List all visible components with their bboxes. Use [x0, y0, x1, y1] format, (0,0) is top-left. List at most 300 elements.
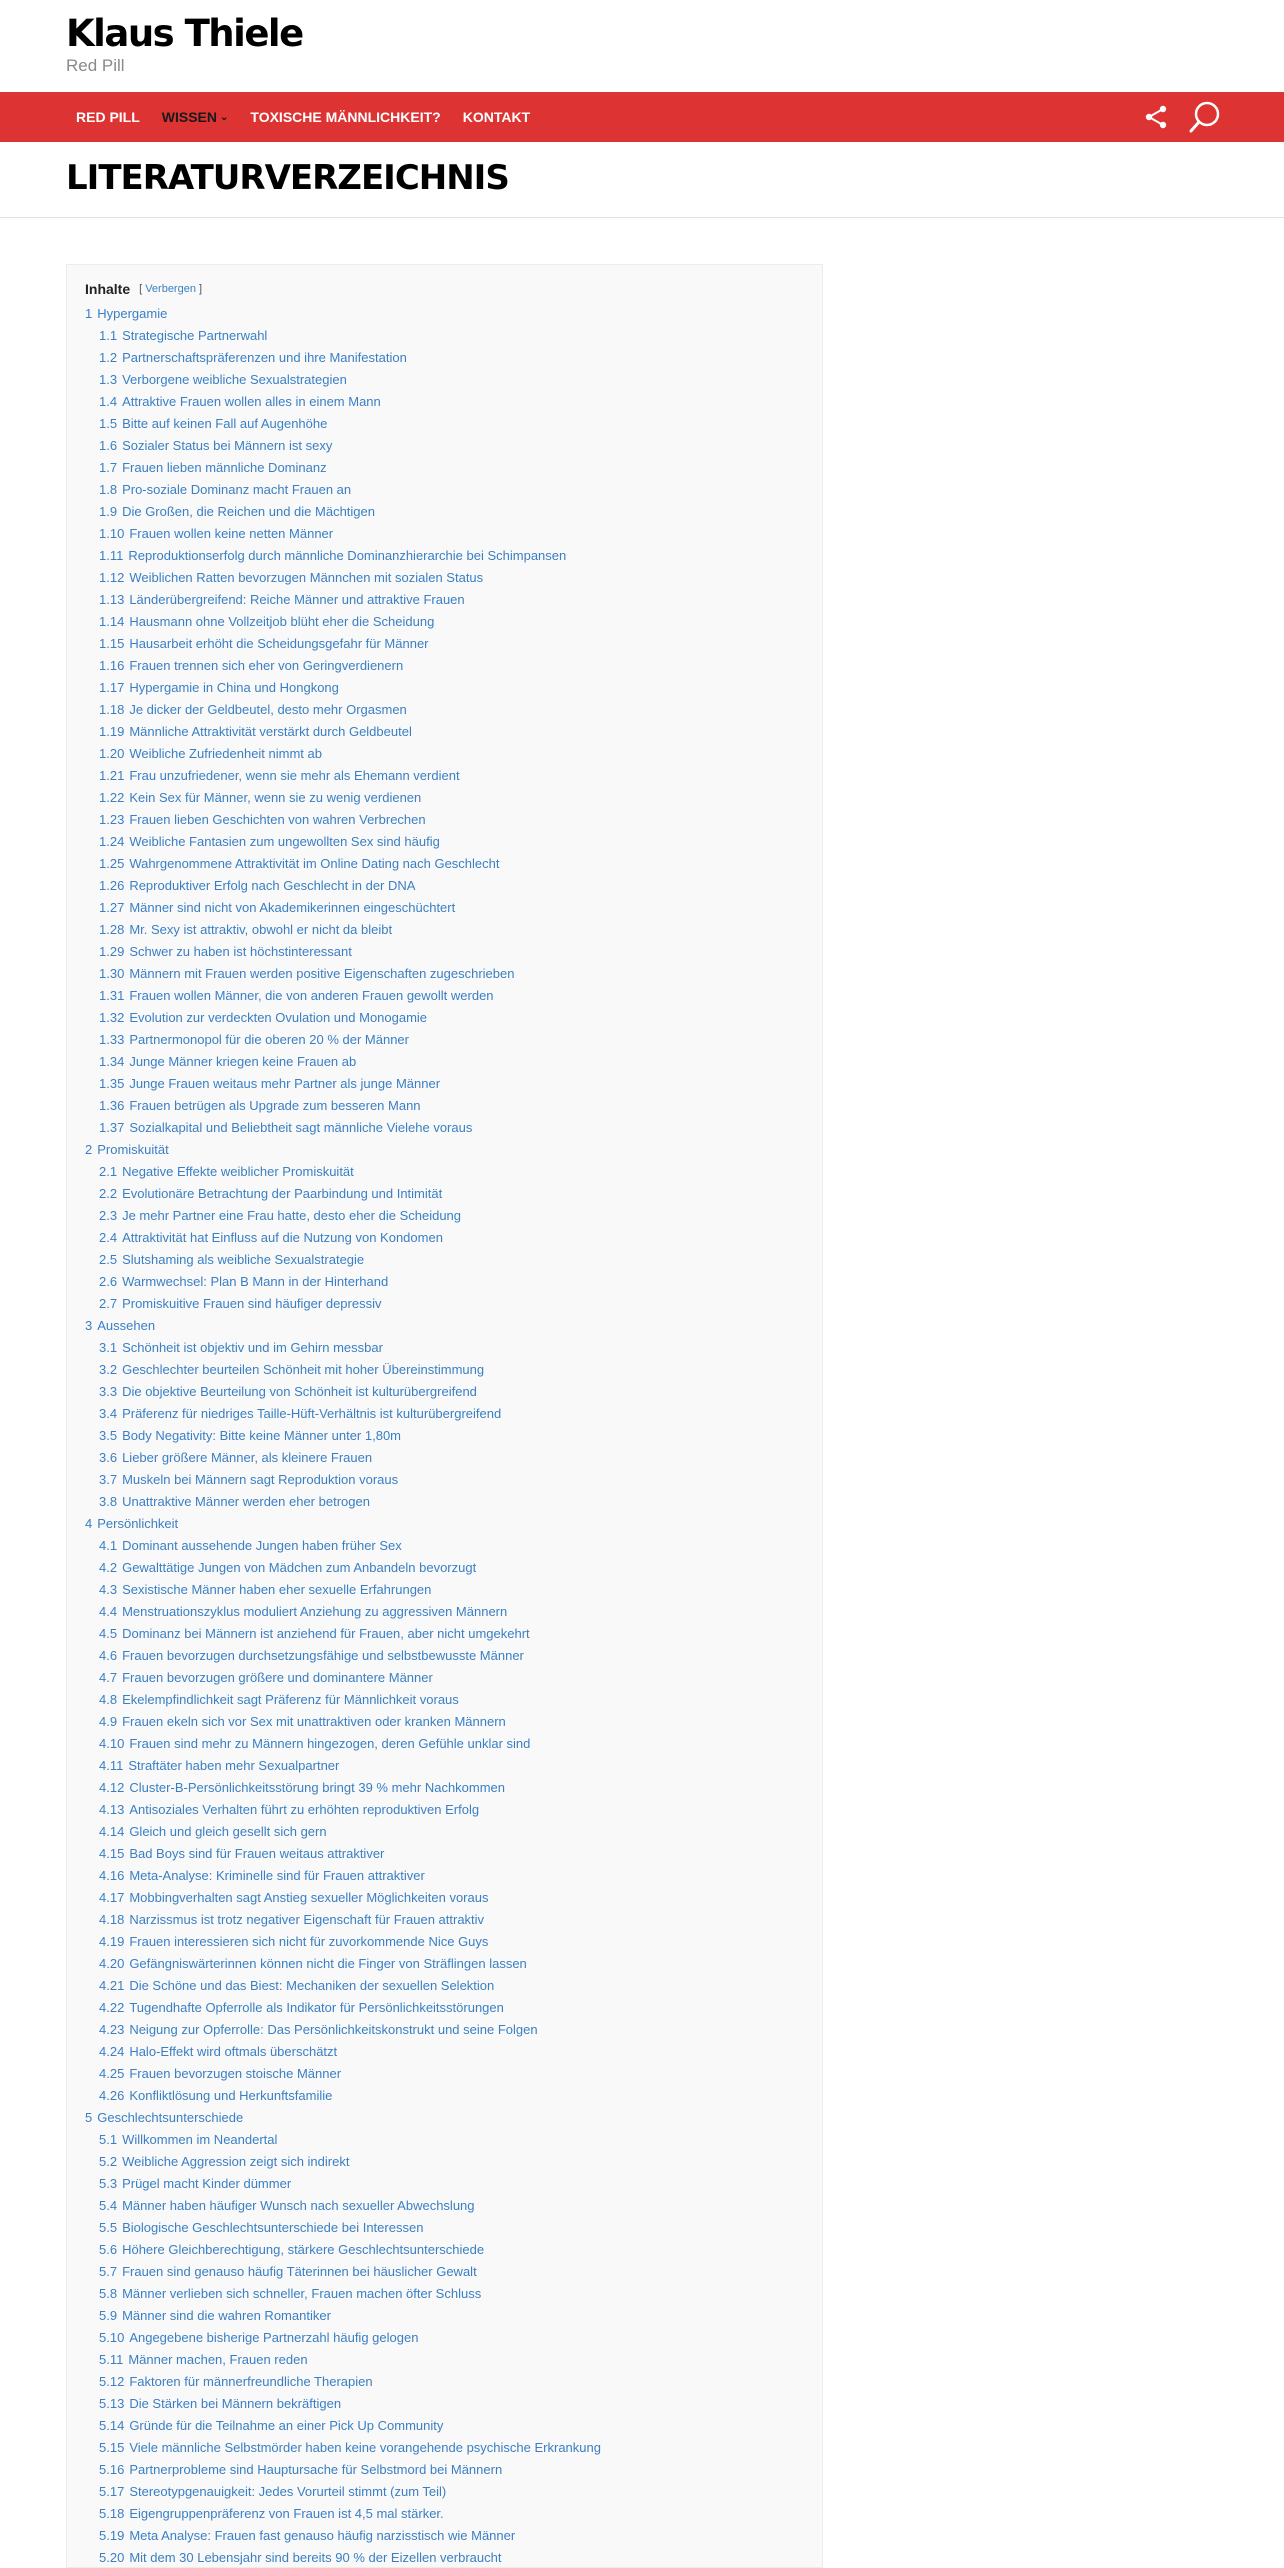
toc-subsection-link[interactable] [85, 2283, 804, 2305]
toc-subsection-link[interactable] [85, 1557, 804, 1579]
toc-entry-label: Evolution zur verdeckten Ovulation und Monogamie [129, 1010, 428, 1025]
toc-entry-label: Biologische Geschlechtsunterschiede bei Interessen [122, 2220, 424, 2235]
toc-entry-label: Schönheit ist objektiv und im Gehirn messbar [122, 1340, 383, 1355]
toc-subsection-link[interactable] [85, 1491, 804, 1513]
toc-entry-label: Reproduktionserfolg durch männliche Dominanzhierarchie bei Schimpansen [128, 548, 567, 563]
toc-subsection-link[interactable] [85, 1205, 804, 1227]
toc-entry-label: Verborgene weibliche Sexualstrategien [122, 372, 347, 387]
toc-subsection-link[interactable] [85, 963, 804, 985]
toc-entry-number: 2.2 [99, 1186, 118, 1201]
toc-toggle [139, 283, 202, 295]
toc-subsection-link[interactable] [85, 1799, 804, 1821]
toc-subsection-link[interactable] [85, 985, 804, 1007]
toc-entry-label: Hypergamie [97, 306, 168, 321]
toc-subsection-link[interactable] [85, 919, 804, 941]
toc-entry-number: 4.8 [99, 1692, 118, 1707]
toc-subsection-link[interactable] [85, 1293, 804, 1315]
toc-entry-number: 1.20 [99, 746, 125, 761]
toc-subsection-link[interactable] [85, 1843, 804, 1865]
toc-entry-label: Frauen betrügen als Upgrade zum besseren Mann [129, 1098, 421, 1113]
toc-subsection-link[interactable] [85, 1931, 804, 1953]
toc-entry-number: 4.26 [99, 2088, 125, 2103]
toc-subsection-link[interactable] [85, 765, 804, 787]
toc-subsection-link[interactable] [85, 2459, 804, 2481]
toc-entry-number: 1.22 [99, 790, 125, 805]
toc-entry-label: Weibliche Aggression zeigt sich indirekt [122, 2154, 350, 2169]
toc-subsection-link[interactable] [85, 1447, 804, 1469]
toc-subsection-link[interactable] [85, 875, 804, 897]
toc-entry-label: Bad Boys sind für Frauen weitaus attraktiver [129, 1846, 385, 1861]
toc-subsection-link[interactable] [85, 1403, 804, 1425]
toc-entry-label: Gleich und gleich gesellt sich gern [129, 1824, 327, 1839]
toc-entry-number: 5.5 [99, 2220, 118, 2235]
toc-subsection-link[interactable] [85, 1227, 804, 1249]
toc-entry-label: Frauen bevorzugen größere und dominantere Männer [122, 1670, 433, 1685]
toc-subsection-link[interactable] [85, 809, 804, 831]
toc-entry-label: Mit dem 30 Lebensjahr sind bereits 90 % der Eizellen verbraucht [129, 2550, 502, 2565]
chevron-down-icon: ⌄ [220, 111, 229, 123]
toc-subsection-link[interactable] [85, 1535, 804, 1557]
toc-subsection-link[interactable] [85, 2525, 804, 2547]
toc-entry-label: Bitte auf keinen Fall auf Augenhöhe [122, 416, 328, 431]
toc-subsection-link[interactable] [85, 897, 804, 919]
toc-entry-label: Halo-Effekt wird oftmals überschätzt [129, 2044, 338, 2059]
toc-entry-label: Frauen trennen sich eher von Geringverdienern [129, 658, 404, 673]
toc-subsection-link[interactable] [85, 655, 804, 677]
toc-subsection-link[interactable] [85, 2019, 804, 2041]
toc-entry-number: 3.1 [99, 1340, 118, 1355]
toc-entry-number: 1.29 [99, 944, 125, 959]
toc-entry-number: 4.3 [99, 1582, 118, 1597]
toc-entry-number: 1.37 [99, 1120, 125, 1135]
toc-entry-number: 1.1 [99, 328, 118, 343]
toc-entry-label: Junge Männer kriegen keine Frauen ab [129, 1054, 357, 1069]
toc-entry-label: Menstruationszyklus moduliert Anziehung zu aggressiven Männern [122, 1604, 508, 1619]
toc-entry-label: Sexistische Männer haben eher sexuelle Erfahrungen [122, 1582, 432, 1597]
toc-entry-label: Viele männliche Selbstmörder haben keine vorangehende psychische Erkrankung [129, 2440, 601, 2455]
toc-entry-number: 1.12 [99, 570, 125, 585]
toc-entry-number: 5 [85, 2110, 93, 2125]
toc-entry-number: 4.18 [99, 1912, 125, 1927]
toc-entry-label: Antisoziales Verhalten führt zu erhöhten reproduktiven Erfolg [129, 1802, 480, 1817]
toc-section-link[interactable] [85, 303, 804, 325]
toc-entry-label: Frauen interessieren sich nicht für zuvorkommende Nice Guys [129, 1934, 489, 1949]
toc-entry-number: 4.14 [99, 1824, 125, 1839]
toc-entry-label: Männer haben häufiger Wunsch nach sexueller Abwechslung [122, 2198, 475, 2213]
toc-entry-label: Neigung zur Opferrolle: Das Persönlichkeitskonstrukt und seine Folgen [129, 2022, 538, 2037]
toc-entry-number: 5.15 [99, 2440, 125, 2455]
toc-entry-number: 4.9 [99, 1714, 118, 1729]
toc-entry-number: 2.6 [99, 1274, 118, 1289]
toc-subsection-link[interactable] [85, 2481, 804, 2503]
toc-entry-number: 3 [85, 1318, 93, 1333]
toc-entry-number: 3.3 [99, 1384, 118, 1399]
toc-entry-label: Eigengruppenpräferenz von Frauen ist 4,5 mal stärker. [129, 2506, 444, 2521]
toc-entry-label: Straftäter haben mehr Sexualpartner [128, 1758, 340, 1773]
toc-subsection-link[interactable] [85, 2063, 804, 2085]
nav-icons [1142, 92, 1224, 142]
toc-entry-label: Promiskuität [97, 1142, 169, 1157]
toc-subsection-link[interactable] [85, 1623, 804, 1645]
toc-entry-number: 5.19 [99, 2528, 125, 2543]
toc-entry-label: Hypergamie in China und Hongkong [129, 680, 339, 695]
toc-subsection-link[interactable] [85, 1733, 804, 1755]
toc-entry-label: Geschlechtsunterschiede [97, 2110, 244, 2125]
toc-subsection-link[interactable] [85, 1073, 804, 1095]
toc-subsection-link[interactable] [85, 2195, 804, 2217]
toc-subsection-link[interactable] [85, 2371, 804, 2393]
toc-entry-number: 5.10 [99, 2330, 125, 2345]
toc-entry-number: 4.21 [99, 1978, 125, 1993]
toc-entry-number: 1.19 [99, 724, 125, 739]
toc-subsection-link[interactable] [85, 941, 804, 963]
toc-subsection-link[interactable] [85, 1579, 804, 1601]
table-of-contents [66, 264, 823, 2568]
toc-entry-number: 4.16 [99, 1868, 125, 1883]
toc-entry-label: Aussehen [97, 1318, 156, 1333]
toc-subsection-link[interactable] [85, 1359, 804, 1381]
page-title: LITERATURVERZEICHNIS [66, 158, 509, 198]
toc-entry-number: 1.34 [99, 1054, 125, 1069]
toc-entry-number: 1 [85, 306, 93, 321]
toc-subsection-link[interactable] [85, 369, 804, 391]
toc-subsection-link[interactable] [85, 2151, 804, 2173]
toc-subsection-link[interactable] [85, 1337, 804, 1359]
site-tagline: Red Pill [66, 56, 125, 75]
toc-entry-number: 1.13 [99, 592, 125, 607]
toc-entry-label: Partnerprobleme sind Hauptursache für Selbstmord bei Männern [129, 2462, 503, 2477]
toc-entry-number: 1.32 [99, 1010, 125, 1025]
toc-subsection-link[interactable] [85, 1249, 804, 1271]
toc-subsection-link[interactable] [85, 699, 804, 721]
toc-entry-label: Wahrgenommene Attraktivität im Online Dating nach Geschlecht [129, 856, 500, 871]
toc-entry-label: Junge Frauen weitaus mehr Partner als junge Männer [129, 1076, 441, 1091]
toc-subsection-link[interactable] [85, 1777, 804, 1799]
toc-subsection-link[interactable] [85, 1469, 804, 1491]
toc-entry-number: 1.24 [99, 834, 125, 849]
toc-toggle-open-bracket: [ [139, 283, 143, 295]
toc-entry-label: Hausmann ohne Vollzeitjob blüht eher die Scheidung [129, 614, 435, 629]
toc-entry-number: 1.18 [99, 702, 125, 717]
toc-entry-label: Männern mit Frauen werden positive Eigenschaften zugeschrieben [129, 966, 515, 981]
toc-entry-label: Muskeln bei Männern sagt Reproduktion voraus [122, 1472, 399, 1487]
toc-subsection-link[interactable] [85, 523, 804, 545]
toc-subsection-link[interactable] [85, 589, 804, 611]
toc-section-link[interactable] [85, 2107, 804, 2129]
toc-entry-number: 5.17 [99, 2484, 125, 2499]
toc-entry-label: Dominanz bei Männern ist anziehend für Frauen, aber nicht umgekehrt [122, 1626, 530, 1641]
toc-entry-label: Dominant aussehende Jungen haben früher Sex [122, 1538, 402, 1553]
toc-entry-label: Präferenz für niedriges Taille-Hüft-Verhältnis ist kulturübergreifend [122, 1406, 502, 1421]
toc-entry-number: 1.3 [99, 372, 118, 387]
toc-subsection-link[interactable] [85, 1601, 804, 1623]
toc-subsection-link[interactable] [85, 567, 804, 589]
toc-entry-number: 2.5 [99, 1252, 118, 1267]
nav-item-2[interactable] [239, 92, 451, 142]
toc-hide-link[interactable]: Verbergen [145, 283, 196, 295]
toc-subsection-link[interactable] [85, 2503, 804, 2525]
toc-subsection-link[interactable] [85, 479, 804, 501]
toc-subsection-link[interactable] [85, 2217, 804, 2239]
toc-entry-number: 1.5 [99, 416, 118, 431]
toc-entry-label: Sozialkapital und Beliebtheit sagt männliche Vielehe voraus [129, 1120, 473, 1135]
toc-section-link[interactable] [85, 1513, 804, 1535]
toc-entry-number: 5.14 [99, 2418, 125, 2433]
toc-entry-number: 3.5 [99, 1428, 118, 1443]
toc-subsection-link[interactable] [85, 2041, 804, 2063]
search-icon[interactable] [1188, 99, 1224, 135]
toc-entry-label: Die objektive Beurteilung von Schönheit ist kulturübergreifend [122, 1384, 477, 1399]
toc-subsection-link[interactable] [85, 1667, 804, 1689]
toc-section-link[interactable] [85, 1315, 804, 1337]
toc-entry-label: Weiblichen Ratten bevorzugen Männchen mit sozialen Status [129, 570, 484, 585]
toc-entry-label: Persönlichkeit [97, 1516, 179, 1531]
toc-entry-label: Willkommen im Neandertal [122, 2132, 278, 2147]
toc-entry-label: Mr. Sexy ist attraktiv, obwohl er nicht da bleibt [129, 922, 393, 937]
toc-entry-label: Schwer zu haben ist höchstinteressant [129, 944, 352, 959]
toc-subsection-link[interactable] [85, 1425, 804, 1447]
toc-entry-number: 4.17 [99, 1890, 125, 1905]
share-icon[interactable] [1142, 103, 1170, 131]
toc-entry-number: 5.20 [99, 2550, 125, 2565]
toc-subsection-link[interactable] [85, 853, 804, 875]
toc-subsection-link[interactable] [85, 347, 804, 369]
nav-item-3[interactable] [452, 92, 541, 142]
toc-entry-number: 1.36 [99, 1098, 125, 1113]
toc-subsection-link[interactable] [85, 743, 804, 765]
toc-section-link[interactable] [85, 1139, 804, 1161]
toc-entry-number: 1.11 [99, 548, 124, 563]
toc-entry-label: Partnerschaftspräferenzen und ihre Manifestation [122, 350, 407, 365]
toc-entry-number: 5.3 [99, 2176, 118, 2191]
toc-subsection-link[interactable] [85, 1953, 804, 1975]
toc-entry-number: 1.17 [99, 680, 125, 695]
toc-subsection-link[interactable] [85, 2173, 804, 2195]
toc-entry-label: Strategische Partnerwahl [122, 328, 268, 343]
toc-entry-number: 1.15 [99, 636, 125, 651]
toc-subsection-link[interactable] [85, 1095, 804, 1117]
toc-subsection-link[interactable] [85, 831, 804, 853]
toc-subsection-link[interactable] [85, 1821, 804, 1843]
toc-entry-label: Angegebene bisherige Partnerzahl häufig gelogen [129, 2330, 419, 2345]
toc-subsection-link[interactable] [85, 1007, 804, 1029]
toc-subsection-link[interactable] [85, 611, 804, 633]
toc-title: Inhalte [85, 281, 131, 297]
toc-entry-number: 4.7 [99, 1670, 118, 1685]
toc-entry-label: Negative Effekte weiblicher Promiskuität [122, 1164, 354, 1179]
toc-entry-number: 1.27 [99, 900, 125, 915]
site-title[interactable]: Klaus Thiele [66, 12, 303, 55]
toc-subsection-link[interactable] [85, 2415, 804, 2437]
toc-entry-label: Meta Analyse: Frauen fast genauso häufig narzisstisch wie Männer [129, 2528, 516, 2543]
toc-subsection-link[interactable] [85, 2437, 804, 2459]
toc-entry-label: Gründe für die Teilnahme an einer Pick Up Community [129, 2418, 444, 2433]
toc-subsection-link[interactable] [85, 2085, 804, 2107]
toc-header [85, 279, 804, 299]
toc-subsection-link[interactable] [85, 2349, 804, 2371]
toc-entry-number: 1.21 [99, 768, 125, 783]
toc-subsection-link[interactable] [85, 435, 804, 457]
toc-entry-number: 5.8 [99, 2286, 118, 2301]
toc-entry-label: Männer machen, Frauen reden [128, 2352, 308, 2367]
nav-item-0[interactable] [66, 92, 151, 142]
toc-entry-number: 3.8 [99, 1494, 118, 1509]
toc-entry-number: 5.12 [99, 2374, 125, 2389]
toc-subsection-link[interactable] [85, 325, 804, 347]
toc-entry-number: 1.9 [99, 504, 118, 519]
toc-subsection-link[interactable] [85, 391, 804, 413]
toc-entry-label: Frauen wollen Männer, die von anderen Frauen gewollt werden [129, 988, 494, 1003]
toc-entry-number: 3.2 [99, 1362, 118, 1377]
toc-entry-number: 5.11 [99, 2352, 124, 2367]
toc-subsection-link[interactable] [85, 457, 804, 479]
toc-entry-number: 5.6 [99, 2242, 118, 2257]
toc-entry-label: Frauen bevorzugen stoische Männer [129, 2066, 342, 2081]
toc-subsection-link[interactable] [85, 1865, 804, 1887]
toc-entry-number: 5.1 [99, 2132, 118, 2147]
toc-entry-number: 2.4 [99, 1230, 118, 1245]
toc-entry-number: 4.13 [99, 1802, 125, 1817]
toc-entry-number: 1.26 [99, 878, 125, 893]
nav-item-1[interactable] [151, 92, 240, 142]
toc-entry-number: 4.15 [99, 1846, 125, 1861]
toc-entry-label: Attraktive Frauen wollen alles in einem Mann [122, 394, 381, 409]
toc-entry-number: 4.20 [99, 1956, 125, 1971]
toc-subsection-link[interactable] [85, 1887, 804, 1909]
toc-subsection-link[interactable] [85, 1997, 804, 2019]
toc-entry-label: Unattraktive Männer werden eher betrogen [122, 1494, 370, 1509]
toc-entry-label: Attraktivität hat Einfluss auf die Nutzung von Kondomen [122, 1230, 443, 1245]
toc-entry-label: Weibliche Fantasien zum ungewollten Sex sind häufig [129, 834, 440, 849]
toc-entry-label: Sozialer Status bei Männern ist sexy [122, 438, 333, 453]
toc-entry-number: 5.2 [99, 2154, 118, 2169]
toc-subsection-link[interactable] [85, 633, 804, 655]
nav-menu [66, 92, 541, 142]
toc-subsection-link[interactable] [85, 1161, 804, 1183]
toc-subsection-link[interactable] [85, 2393, 804, 2415]
toc-entry-number: 1.6 [99, 438, 118, 453]
toc-entry-number: 3.7 [99, 1472, 118, 1487]
toc-subsection-link[interactable] [85, 1975, 804, 1997]
toc-subsection-link[interactable] [85, 1117, 804, 1139]
toc-entry-label: Frauen lieben männliche Dominanz [122, 460, 327, 475]
toc-entry-number: 4.11 [99, 1758, 124, 1773]
toc-entry-label: Slutshaming als weibliche Sexualstrategie [122, 1252, 365, 1267]
toc-entry-number: 3.6 [99, 1450, 118, 1465]
toc-entry-label: Frauen ekeln sich vor Sex mit unattraktiven oder kranken Männern [122, 1714, 506, 1729]
toc-subsection-link[interactable] [85, 2239, 804, 2261]
toc-entry-label: Mobbingverhalten sagt Anstieg sexueller Möglichkeiten voraus [129, 1890, 489, 1905]
toc-toggle-close-bracket: ] [198, 283, 203, 295]
toc-entry-label: Hausarbeit erhöht die Scheidungsgefahr für Männer [129, 636, 429, 651]
toc-subsection-link[interactable] [85, 2261, 804, 2283]
toc-subsection-link[interactable] [85, 545, 804, 567]
toc-entry-label: Stereotypgenauigkeit: Jedes Vorurteil stimmt (zum Teil) [129, 2484, 447, 2499]
toc-entry-number: 1.2 [99, 350, 118, 365]
toc-entry-label: Höhere Gleichberechtigung, stärkere Geschlechtsunterschiede [122, 2242, 485, 2257]
toc-entry-label: Die Großen, die Reichen und die Mächtigen [122, 504, 376, 519]
toc-entry-number: 4.25 [99, 2066, 125, 2081]
toc-subsection-link[interactable] [85, 2327, 804, 2349]
toc-subsection-link[interactable] [85, 1711, 804, 1733]
toc-subsection-link[interactable] [85, 677, 804, 699]
nav-item-label: WISSEN [161, 109, 218, 125]
toc-entry-label: Pro-soziale Dominanz macht Frauen an [122, 482, 352, 497]
toc-subsection-link[interactable] [85, 1645, 804, 1667]
toc-entry-label: Frau unzufriedener, wenn sie mehr als Ehemann verdient [129, 768, 460, 783]
toc-entry-number: 5.16 [99, 2462, 125, 2477]
toc-entry-number: 2.3 [99, 1208, 118, 1223]
toc-entry-label: Weibliche Zufriedenheit nimmt ab [129, 746, 322, 761]
toc-entry-label: Prügel macht Kinder dümmer [122, 2176, 292, 2191]
toc-entry-label: Je mehr Partner eine Frau hatte, desto eher die Scheidung [122, 1208, 462, 1223]
toc-entry-number: 4.5 [99, 1626, 118, 1641]
toc-entry-number: 1.10 [99, 526, 125, 541]
toc-entry-label: Evolutionäre Betrachtung der Paarbindung und Intimität [122, 1186, 443, 1201]
toc-entry-number: 2.1 [99, 1164, 118, 1179]
toc-subsection-link[interactable] [85, 721, 804, 743]
toc-subsection-link[interactable] [85, 1051, 804, 1073]
toc-entry-number: 1.4 [99, 394, 118, 409]
toc-entry-number: 1.23 [99, 812, 125, 827]
toc-subsection-link[interactable] [85, 1689, 804, 1711]
toc-entry-number: 1.8 [99, 482, 118, 497]
toc-entry-number: 5.13 [99, 2396, 125, 2411]
nav-item-label: RED PILL [76, 109, 140, 125]
toc-entry-label: Promiskuitive Frauen sind häufiger depressiv [122, 1296, 382, 1311]
toc-entry-number: 4.4 [99, 1604, 118, 1619]
toc-subsection-link[interactable] [85, 2129, 804, 2151]
toc-entry-number: 4 [85, 1516, 93, 1531]
toc-subsection-link[interactable] [85, 2305, 804, 2327]
toc-entry-label: Männer sind die wahren Romantiker [122, 2308, 331, 2323]
toc-entry-number: 4.23 [99, 2022, 125, 2037]
toc-subsection-link[interactable] [85, 2547, 804, 2568]
toc-entry-label: Kein Sex für Männer, wenn sie zu wenig verdienen [129, 790, 422, 805]
toc-subsection-link[interactable] [85, 1271, 804, 1293]
toc-entry-label: Je dicker der Geldbeutel, desto mehr Orgasmen [129, 702, 407, 717]
toc-entry-number: 1.30 [99, 966, 125, 981]
toc-subsection-link[interactable] [85, 1029, 804, 1051]
toc-entry-number: 2 [85, 1142, 93, 1157]
toc-subsection-link[interactable] [85, 1909, 804, 1931]
toc-entry-number: 5.4 [99, 2198, 118, 2213]
toc-entry-number: 5.18 [99, 2506, 125, 2521]
toc-entry-label: Lieber größere Männer, als kleinere Frauen [122, 1450, 373, 1465]
toc-entry-label: Cluster-B-Persönlichkeitsstörung bringt 39 % mehr Nachkommen [129, 1780, 506, 1795]
toc-subsection-link[interactable] [85, 413, 804, 435]
toc-entry-label: Ekelempfindlichkeit sagt Präferenz für Männlichkeit voraus [122, 1692, 459, 1707]
toc-entry-label: Die Stärken bei Männern bekräftigen [129, 2396, 342, 2411]
toc-entry-number: 1.25 [99, 856, 125, 871]
toc-entry-number: 2.7 [99, 1296, 118, 1311]
toc-entry-number: 1.33 [99, 1032, 125, 1047]
toc-entry-label: Tugendhafte Opferrolle als Indikator für Persönlichkeitsstörungen [129, 2000, 504, 2015]
toc-subsection-link[interactable] [85, 501, 804, 523]
toc-entry-number: 3.4 [99, 1406, 118, 1421]
toc-subsection-link[interactable] [85, 1755, 804, 1777]
toc-entry-number: 5.9 [99, 2308, 118, 2323]
toc-subsection-link[interactable] [85, 787, 804, 809]
toc-entry-label: Frauen bevorzugen durchsetzungsfähige und selbstbewusste Männer [122, 1648, 524, 1663]
toc-subsection-link[interactable] [85, 1183, 804, 1205]
toc-entry-label: Narzissmus ist trotz negativer Eigenschaft für Frauen attraktiv [129, 1912, 485, 1927]
toc-subsection-link[interactable] [85, 1381, 804, 1403]
page-header [0, 142, 1284, 218]
toc-entry-label: Länderübergreifend: Reiche Männer und attraktive Frauen [129, 592, 465, 607]
toc-entry-number: 4.10 [99, 1736, 125, 1751]
toc-entry-label: Frauen lieben Geschichten von wahren Verbrechen [129, 812, 426, 827]
